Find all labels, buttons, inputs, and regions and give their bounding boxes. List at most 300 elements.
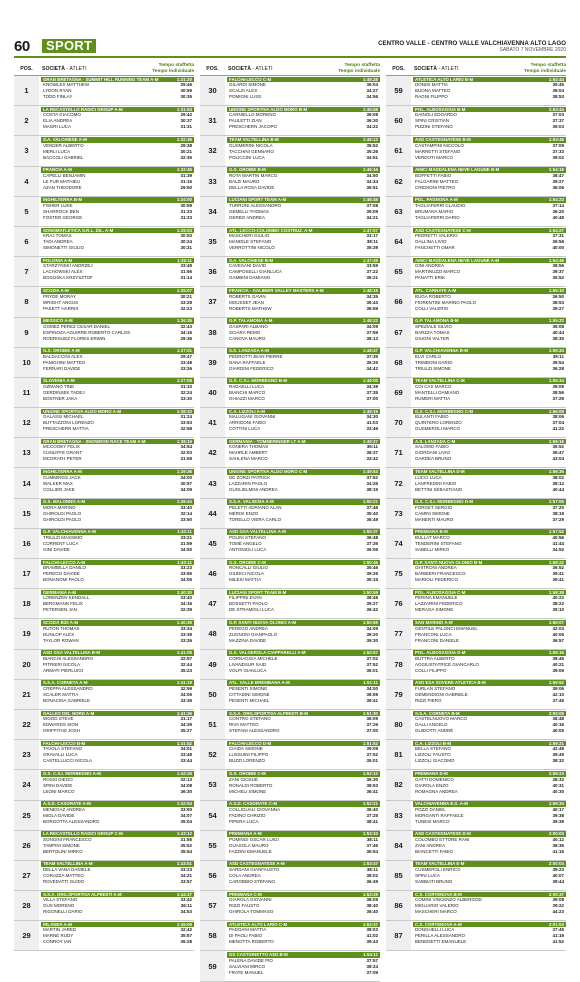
athlete-name: GATTI DOMENICO [415,776,454,782]
team-name: ATLETICA ALTO LARIO B-M [415,76,474,82]
team-row [200,861,380,891]
athlete-name: LORENZEN KENDALL [43,595,90,601]
team-name: GRAN BRETAGNA - SUMMIT HILL RUNNING TEAM A-M [43,76,159,82]
athlete-name: COLLI VALERIO [415,305,449,311]
relay-time: 1:54:11 [363,952,378,958]
athlete-row [413,728,566,734]
athlete-row [227,366,380,372]
team-position: 9 [14,318,39,347]
team-name: POL. ALBOSAGGIA C-M [415,589,466,595]
team-row [14,559,194,589]
athlete-time: 33:49 [180,263,192,269]
athlete-name: GHITRONI ANDREA [415,565,457,571]
team-position: 19 [14,619,39,648]
athlete-row [413,124,566,130]
athlete-time: 29:47 [180,353,192,359]
athlete-name: CIAIDA SIMONE [229,746,263,752]
athlete-time: 35:39 [366,245,378,251]
athlete-name: PRYDE MORAY [43,293,76,299]
team-row [386,831,566,861]
athlete-name: COLLIGUALI GIOVANNA [229,806,281,812]
athlete-time: 30:59 [180,88,192,94]
athlete-name: MENEGAZ ANDREA [43,806,86,812]
team-row [200,197,380,227]
team-position: 2 [14,106,39,135]
relay-time: 1:49:19 [362,408,378,414]
team-position: 29 [14,921,39,950]
athlete-row [41,456,194,462]
athlete-row [227,487,380,493]
team-row [386,167,566,197]
relay-time: 1:56:16 [548,438,564,444]
athlete-name: GINI DAVIDE [43,547,70,552]
team-position: 31 [200,106,225,135]
athlete-time: 36:54 [366,848,378,854]
relay-time: 1:53:46 [548,136,564,142]
athlete-name: FISHER LUKE [43,202,73,208]
team-position: 22 [14,710,39,739]
team-row [386,318,566,348]
team-row [14,197,194,227]
team-row [200,740,380,770]
athlete-time: 36:11 [180,903,192,909]
athlete-name: MCCOOEY FELIX [43,444,80,450]
athlete-time: 42:03 [552,625,564,631]
team-name: S.A. VALCHIESE A-M [43,136,87,142]
athlete-time: 35:26 [366,148,378,154]
athlete-name: GHIAZZI MARCO [229,396,265,402]
athlete-name: RUTON THOMAS [43,625,80,631]
athlete-time: 39:30 [366,637,378,643]
athlete-name: BUZZI LORENZO [229,758,266,764]
athlete-name: MCGRATH PETER [43,456,82,462]
athlete-time: 39:44 [552,879,564,885]
athlete-time: 38:06 [552,414,564,420]
team-row [200,348,380,378]
athlete-name: KRAJ TOMAS [43,233,72,239]
athlete-name: DONISI MATTIA [415,82,448,88]
athlete-time: 29:36 [180,335,192,341]
team-row [14,468,194,498]
team-name: G.P. SANTI NUOVA OLONIO A-M [229,619,297,625]
athlete-name: ESPINOZA AGUIRRE ROBERTO CARLOS [43,329,131,335]
athlete-time: 40:44 [552,486,564,492]
team-position: 77 [386,619,411,648]
relay-time: 1:59:21 [548,740,564,746]
team-name: VALCHIAVENNA E.S. A-M [415,801,468,807]
team-row [386,710,566,740]
athlete-name: COMINI VINCENZO ALBERGOD [415,897,482,903]
athlete-name: PITRIERI NICOLA [43,661,81,667]
athlete-time: 35:04 [180,818,192,824]
athlete-name: TAYLOR ROWAN [43,637,79,643]
team-position: 18 [14,589,39,618]
athlete-time: 35:52 [366,142,378,148]
athlete-name: BOSTNER JAKA [43,396,78,402]
athlete-time: 29:42 [180,112,192,118]
athlete-time: 36:06 [366,547,378,552]
page-number: 60 [14,38,30,55]
relay-time: 1:53:37 [362,921,378,927]
athlete-name: ROBERTS MATHEW [229,305,272,311]
athlete-name: RADAELLI LUCA [229,384,265,390]
athlete-name: PANATTI ERIK [415,275,446,281]
athlete-time: 37:00 [366,728,378,734]
relay-time: 1:45:28 [362,76,378,82]
athlete-time: 37:46 [552,697,564,703]
athlete-name: DELLA ROSA DAVIDE [229,184,275,190]
athlete-time: 33:57 [180,879,192,885]
pos-header: POS. [20,66,33,72]
team-name: G.S. VALGEROLA CIAPPARELLI A-M [229,650,306,656]
athlete-name: SHARROCK BEN [43,208,80,214]
athlete-name: GERDINSEK TADEJ [43,390,85,396]
team-position: 59 [200,951,225,980]
athlete-row [227,939,380,945]
athlete-name: GIUGNI VALTER [415,335,450,341]
athlete-name: POMINGI OSCAR LUIGI [229,836,279,842]
athlete-row [227,396,380,402]
team-row [14,710,194,740]
team-row [200,951,380,981]
relay-time: 1:49:00 [362,378,378,384]
team-name: PREMIANA B-M [415,529,448,535]
athlete-time: 38:53 [552,299,564,305]
athlete-time: 33:50 [180,516,192,522]
athlete-time: 39:39 [552,818,564,824]
athlete-name: GIUDICI NICOLA [229,571,265,577]
athlete-time: 39:20 [366,631,378,637]
athlete-name: SABELLI MIRKO [415,547,450,552]
athlete-name: POLICCINI LUCA [229,154,265,160]
athlete-time: 37:25 [366,812,378,818]
athlete-name: GALLI ANGELO [415,722,448,728]
athlete-time: 38:12 [552,480,564,486]
athlete-name: PERINA EMANUELE [415,595,458,601]
athlete-name: PADOANI MATTIA [229,927,267,933]
relay-time: 1:45:58 [362,106,378,112]
athlete-time: 32:42 [180,927,192,933]
athlete-name: MARTINUZZI MARCO [415,269,461,275]
team-row [14,408,194,438]
section-label: SPORT [42,39,96,53]
athlete-time: 33:40 [180,595,192,601]
team-name: G.P. VALCHIAVENNA A-M [43,529,96,535]
athlete-time: 37:45 [552,927,564,933]
relay-time: 1:54:46 [548,257,564,263]
relay-time: 1:32:45 [176,167,192,173]
athlete-name: MIOLA DAVIDE [43,812,75,818]
athlete-name: AGGIUSTATRICE GIANCARLO [415,661,479,667]
team-position: 70 [386,408,411,437]
athlete-name: PERILLA ALESSANDRO [415,933,466,939]
athlete-name: FURLAN STEFANO [415,685,456,691]
team-row [200,801,380,831]
relay-time: 1:38:10 [176,408,192,414]
athlete-name: BUTTRA ALBERTO [415,655,455,661]
team-name: ASD CASTEGNATESE D-M [415,831,471,837]
athlete-name: CORAZZA MATTEO [43,873,84,879]
athlete-name: BONACINA GABRIELE [43,697,91,703]
relay-time: 1:41:19 [176,680,192,686]
athlete-time: 33:30 [180,396,192,402]
team-row [386,136,566,166]
relay-time: 1:36:35 [176,318,192,324]
athlete-name: FILIPPINI EVAN [229,595,262,601]
relay-time: 1:54:23 [548,197,564,203]
athlete-row [227,970,380,976]
athlete-row [41,185,194,191]
team-name: POL. ALBOSAGGIA B-M [415,106,466,112]
team-position: 4 [14,167,39,196]
team-row [14,831,194,861]
team-position: 20 [14,650,39,679]
athlete-time: 38:02 [366,873,378,879]
athlete-name: FOSTER GEORGE [43,214,83,220]
athlete-time: 33:17 [366,233,378,239]
athlete-name: PIZZINI STEFANO [415,124,453,130]
athlete-time: 36:08 [552,323,564,329]
athlete-time: 30:53 [180,233,192,239]
athlete-time: 38:56 [552,263,564,269]
relay-time: 1:50:37 [362,529,378,535]
relay-time: 1:58:22 [548,559,564,565]
team-name: POLONIA A-M [43,257,73,263]
athlete-time: 36:30 [366,776,378,782]
athlete-name: CAMINI SIMONE [415,510,450,516]
athlete-name: ZANI ANDREA [415,842,446,848]
athlete-time: 34:00 [366,685,378,691]
athlete-row [413,638,566,644]
athlete-row [41,426,194,432]
relay-time: 1:32:36 [176,136,192,142]
athlete-name: ROBERTS GAVIN [229,293,266,299]
athlete-name: GUSMEROLI MARCO [415,426,461,432]
relay-time: 1:50:21 [362,499,378,505]
athlete-name: CORRENT LUCA [43,541,79,546]
athlete-name: NANA RAFFAELE [229,359,266,365]
athlete-time: 36:49 [366,879,378,885]
team-row [200,529,380,559]
athlete-time: 36:30 [366,118,378,124]
athlete-name: LUCCI LUCA [415,474,442,480]
athlete-row [227,577,380,583]
team-row [386,468,566,498]
athlete-time: 31:39 [180,172,192,178]
athlete-time: 39:10 [552,607,564,613]
athlete-name: GIAROLA GIOVANNI [229,897,272,903]
team-name: LA RECASTELLO RADICI GROUP A-M [43,106,123,112]
athlete-time: 36:11 [366,444,378,450]
relay-time: 1:54:27 [548,227,564,233]
team-row [386,348,566,378]
athlete-time: 39:41 [552,577,564,583]
athlete-row [41,517,194,523]
team-row [14,650,194,680]
team-name: ASD GSA VALTELLINA B-M [43,650,101,656]
athlete-name: ZUGNONI GIANPAOLO [229,631,278,637]
athlete-name: MIGLIARIO VALERIO [415,903,459,909]
column-header [386,62,566,76]
athlete-time: 38:36 [552,842,564,848]
athlete-name: GILARDI SIMONE [229,82,267,88]
team-row [386,770,566,800]
athlete-name: BENEDETTI EMANUELE [415,939,467,945]
athlete-row [41,849,194,855]
athlete-time: 31:15 [180,178,192,184]
athlete-time: 42:48 [552,746,564,752]
relay-time: 1:45:09 [176,921,192,927]
relay-time: 1:47:07 [362,227,378,233]
team-row [200,831,380,861]
team-name: TEAM VALTELLINA A-M [43,861,93,867]
athlete-name: PAULETTI ZIAN [229,118,262,124]
athlete-time: 39:54 [552,359,564,365]
athlete-time: 34:09 [366,625,378,631]
relay-time: 1:59:23 [548,770,564,776]
athlete-time: 38:22 [552,601,564,607]
athlete-row [413,607,566,613]
athlete-name: GUS MORENO [43,903,75,909]
athlete-name: STARZYNSKI ANDRZEJ [43,263,93,269]
team-name: PREMIANA D-M [415,770,448,776]
athlete-name: DONGHELLI LUCA [415,927,455,933]
athlete-name: MERISI ENZO [229,510,259,516]
athlete-name: ROVEDATTI GUIDO [43,879,85,885]
athlete-time: 37:29 [552,396,564,402]
athlete-time: 40:16 [552,722,564,728]
team-position: 58 [200,921,225,950]
athlete-name: CUMMINGS JACK [43,474,81,480]
athlete-row [227,698,380,704]
athlete-name: MAGRI LUCA [43,124,72,130]
athlete-name: GARDEA BRUNO [415,456,452,462]
team-position: 62 [386,167,411,196]
athlete-name: CASTAMPINI NICCOLÒ [415,142,464,148]
team-row [386,76,566,106]
athlete-time: 31:31 [180,124,192,130]
relay-time: 1:49:53 [362,469,378,475]
athlete-time: 33:26 [180,365,192,371]
athlete-time: 36:30 [180,788,192,794]
team-position: 3 [14,136,39,165]
athlete-time: 34:50 [180,547,192,552]
relay-time: 1:53:10 [362,831,378,837]
athlete-row [413,879,566,885]
athlete-name: CITTADINI SIMONE [229,691,270,697]
team-name: IRLANDA A-M [43,921,72,927]
team-position: 64 [386,227,411,256]
athlete-name: CAPELLI BENJAMIN [43,172,86,178]
athlete-name: DI PAOLI FABIO [229,933,263,939]
athlete-name: BRUMANA MARIO [415,208,454,214]
team-name: G.S. OROBIE A-M [43,348,80,354]
athlete-time: 40:49 [552,214,564,220]
athlete-time: 35:01 [366,758,378,764]
team-row [200,710,380,740]
athlete-time: 36:40 [366,806,378,812]
athlete-name: KONERA THOMAS [229,444,269,450]
relay-time: 1:53:29 [362,891,378,897]
team-name: G.S. C.S.I. MORBEGNO A-M [43,770,101,776]
athlete-row [413,245,566,251]
athlete-name: POLINI STEFANO [229,535,267,540]
relay-time: 1:34:00 [176,197,192,203]
athlete-name: TAGLIAFERRI DARIO [415,214,460,220]
team-name: TEAM VALTELLINA B-M [229,136,279,142]
athlete-time: 36:50 [552,293,564,299]
athlete-time: 32:59 [180,685,192,691]
results-column-3 [386,62,566,945]
athlete-time: 37:00 [366,396,378,402]
athlete-time: 37:08 [366,202,378,208]
athlete-name: TRIMBONI DARIO [415,359,453,365]
athlete-row [41,366,194,372]
team-position: 23 [14,740,39,769]
athlete-name: ELIA ANDREA [43,118,73,124]
athlete-name: TAMPINI SIMONE [43,842,80,848]
athlete-name: BULLAT MARCO [415,535,450,540]
team-row [14,227,194,257]
team-name: AMICI MADDALENA NEVE LAGUNE A-M [415,257,500,263]
athlete-time: 36:41 [366,788,378,794]
team-row [386,861,566,891]
athlete-time: 39:08 [552,897,564,903]
team-position: 75 [386,559,411,588]
team-name: G.S. C.S.I. MORBEGNO B-M [229,378,288,384]
team-name: ATLETICA ALTO LARIO C-M [229,921,288,927]
athlete-time: 36:25 [366,359,378,365]
athlete-time: 33:36 [180,697,192,703]
athlete-time: 34:30 [366,414,378,420]
athlete-time: 37:35 [366,390,378,396]
relay-time: 1:39:36 [176,469,192,475]
athlete-name: BARBIERI FRANCESCO [415,571,466,577]
team-position: 71 [386,438,411,467]
pos-header: POS. [206,66,219,72]
team-name: AMICI MADDALENA NEVE LAGUNE B-M [415,167,500,173]
athlete-time: 35:45 [552,82,564,88]
athlete-row [413,849,566,855]
relay-time: 1:43:51 [176,861,192,867]
athlete-time: 33:44 [180,758,192,764]
team-position: 44 [200,499,225,528]
athlete-row [227,879,380,885]
athlete-time: 36:01 [366,667,378,673]
team-row [386,921,566,951]
team-row [200,287,380,317]
athlete-time: 34:16 [180,601,192,607]
team-name: SLOVENIA A-M [43,378,75,384]
athlete-name: PRESCHERN MATTIA [43,426,89,432]
athlete-name: MICHELI SIMONE [229,788,267,794]
athlete-row [413,909,566,915]
athlete-time: 34:39 [366,384,378,390]
athlete-row [413,698,566,704]
athlete-time: 36:04 [366,82,378,88]
relay-time: 2:00:05 [548,710,564,716]
team-position: 55 [200,831,225,860]
athlete-name: FADINO CHRIZIO [229,812,266,818]
team-row [14,861,194,891]
athlete-name: RAGNI FILIPPO [415,94,448,100]
athlete-name: LIZZOLI FAUSTO [415,752,451,758]
athlete-time: 37:37 [552,118,564,124]
team-name: G.S. OROBIE C-M [229,559,266,565]
athlete-time: 39:06 [552,667,564,673]
team-position: 1 [14,76,39,105]
team-position: 12 [14,408,39,437]
